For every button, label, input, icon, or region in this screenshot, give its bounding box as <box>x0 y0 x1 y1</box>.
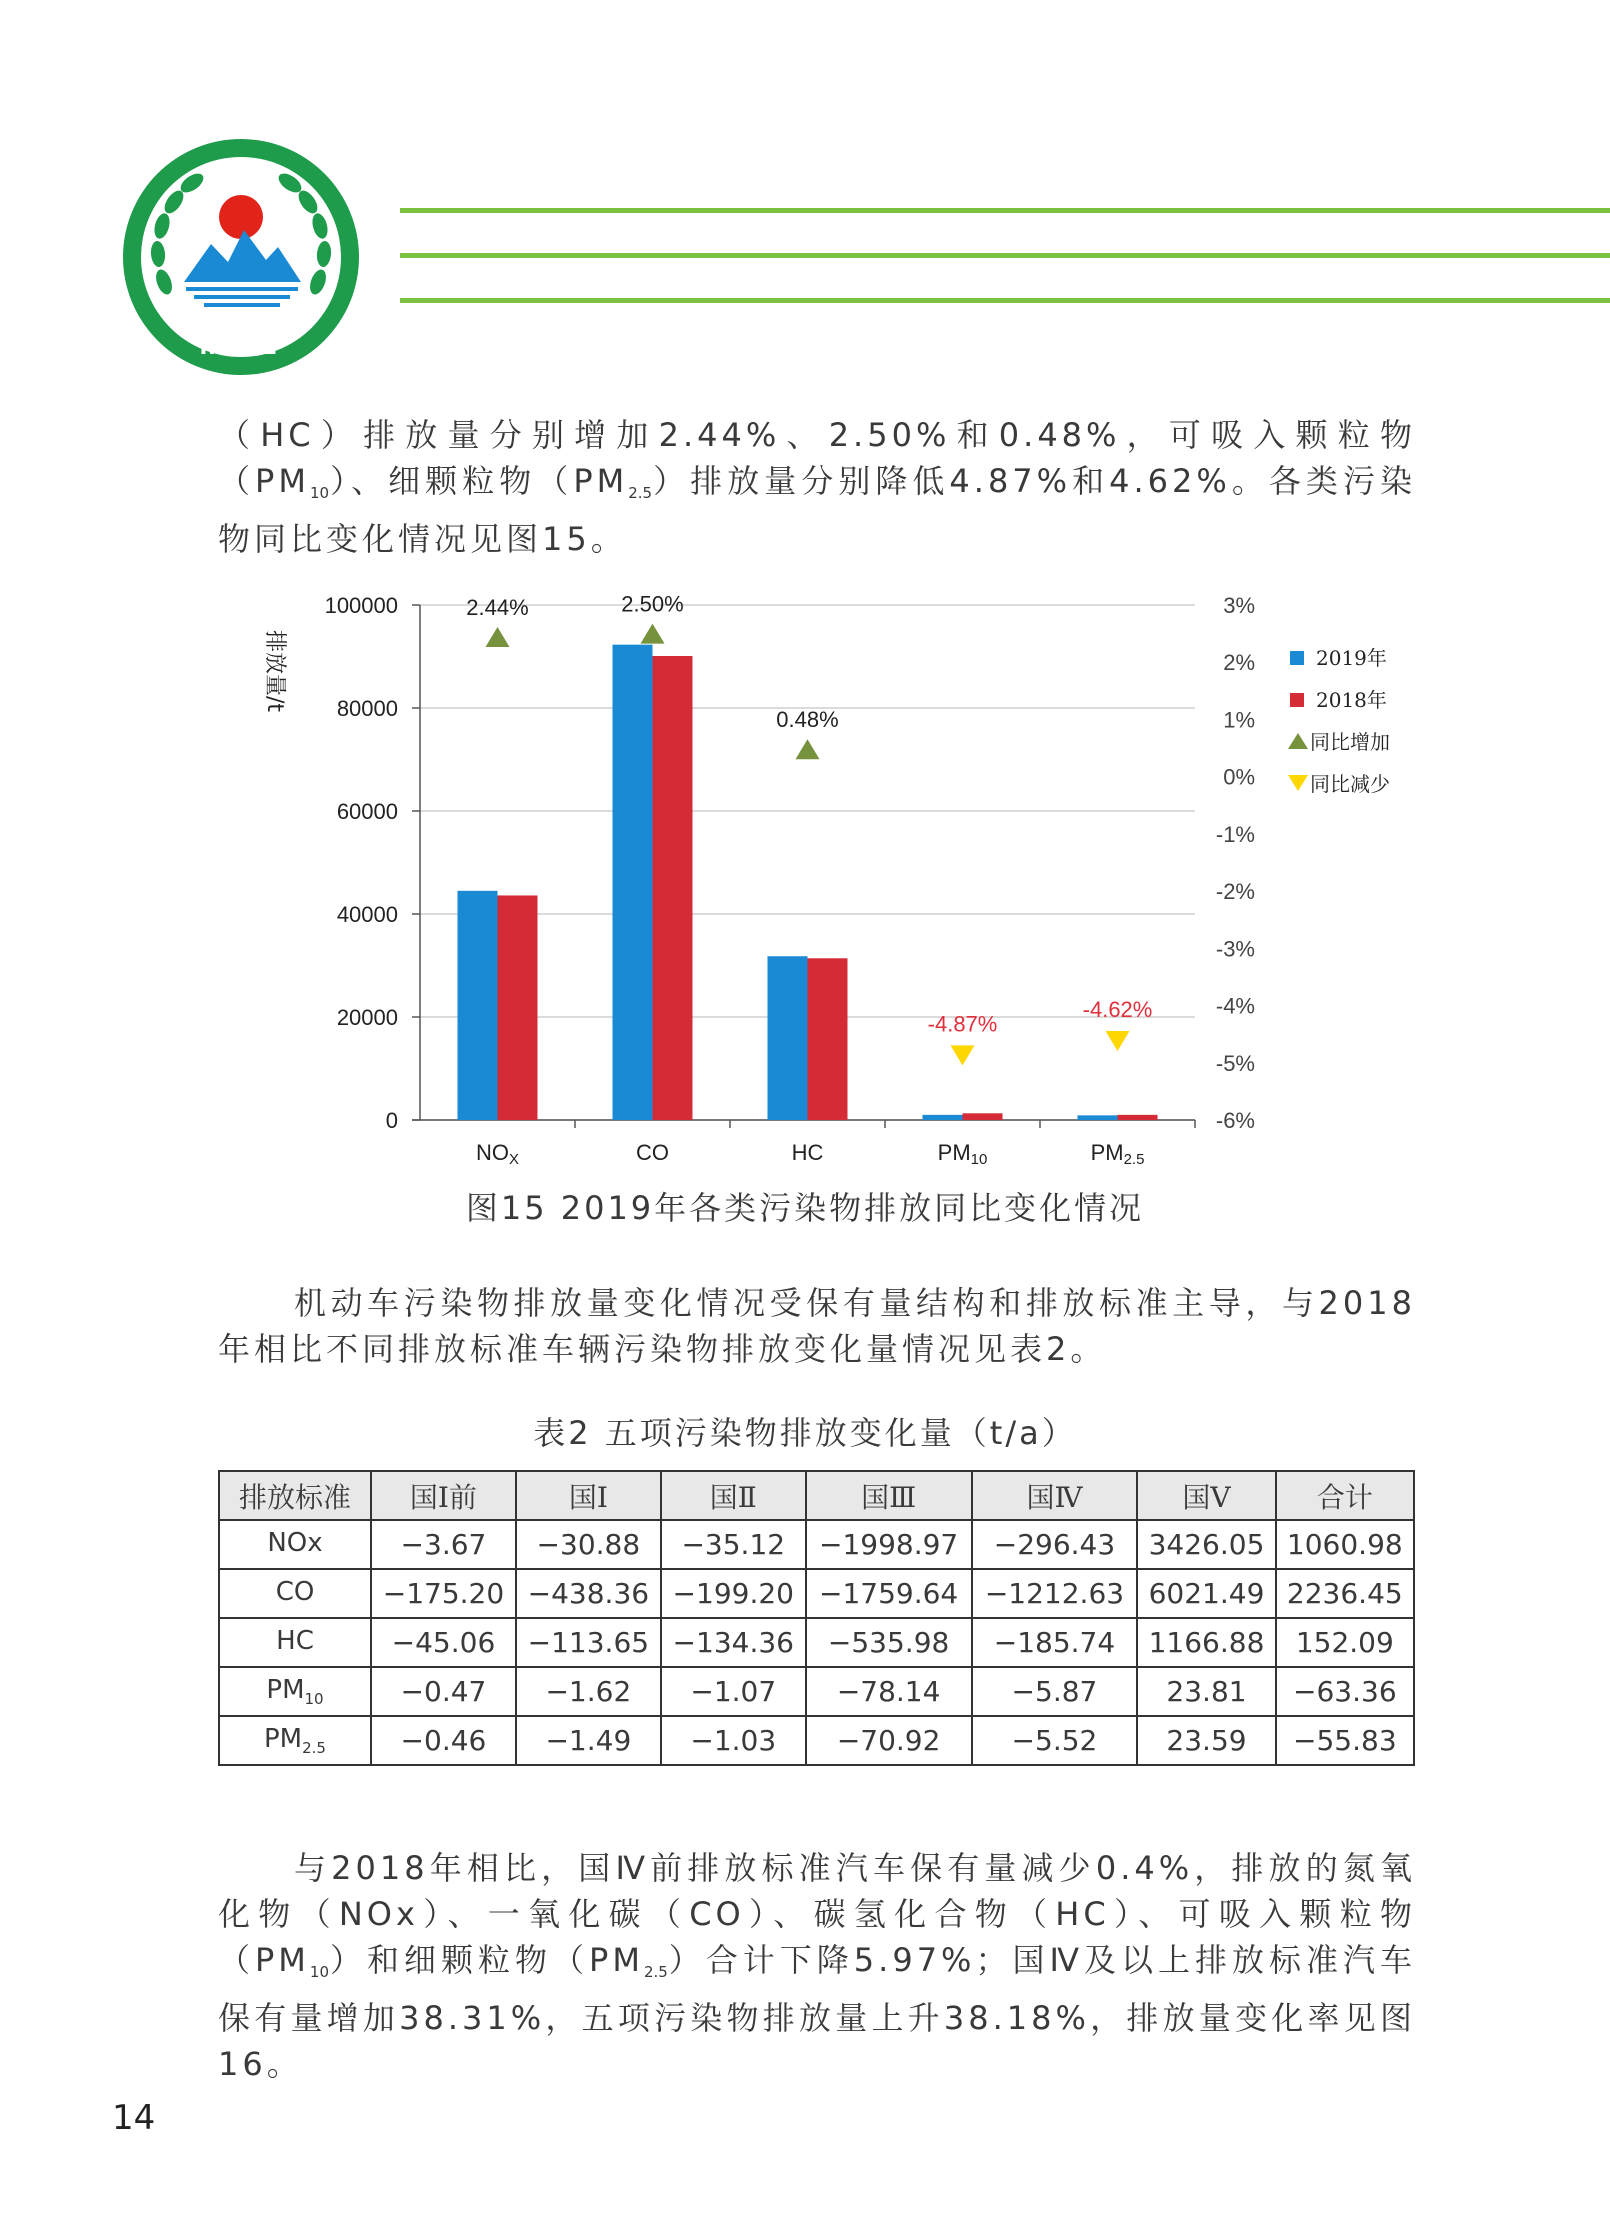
y2-tick-label: 3% <box>1223 593 1255 618</box>
y2-tick-label: 2% <box>1223 650 1255 676</box>
table-cell: 1060.98 <box>1276 1520 1414 1569</box>
y-tick-label: 40000 <box>336 902 398 927</box>
yoy-label: 2.50% <box>621 591 684 617</box>
table-cell: −3.67 <box>371 1520 516 1569</box>
table-header-cell: 国Ⅰ <box>516 1471 661 1520</box>
table-cell: −535.98 <box>806 1618 972 1667</box>
legend-marker <box>1290 693 1304 707</box>
yoy-label: 0.48% <box>776 707 839 733</box>
logo-text: MEE <box>199 328 283 361</box>
row-label: $PM_{10}$ <box>219 1667 371 1716</box>
table-cell: −5.87 <box>972 1667 1138 1716</box>
table-cell: −55.83 <box>1276 1716 1414 1765</box>
table-header-cell: 国Ⅱ <box>661 1471 806 1520</box>
bar-2019 <box>458 891 498 1120</box>
y-tick-label: 100000 <box>324 593 398 618</box>
paragraph-1: （HC）排放量分别增加2.44%、2.50%和0.48%，可吸入颗粒物$(PM_{10})$、细颗粒物$(PM_{2.5})$排放量分别降低4.87%和4.62%。各类污染物同比变化情况见图15。 <box>218 416 1416 558</box>
bar-2019 <box>768 956 808 1120</box>
table-cell: −296.43 <box>972 1520 1138 1569</box>
header-line-3 <box>400 298 1610 303</box>
table-cell: −1759.64 <box>806 1569 972 1618</box>
y2-tick-label: 1% <box>1223 707 1255 733</box>
header-line-2 <box>400 253 1610 258</box>
table-cell: −35.12 <box>661 1520 806 1569</box>
figure-caption: 图15 2019年各类污染物排放同比变化情况 <box>465 1189 1145 1227</box>
y-tick-label: 80000 <box>336 696 398 721</box>
emission-chart <box>250 575 1430 1170</box>
table-cell: −438.36 <box>516 1569 661 1618</box>
paragraph-2: 机动车污染物排放量变化情况受保有量结构和排放标准主导，与2018年相比不同排放标准车辆污染物排放变化量情况见表2。 <box>218 1284 1416 1368</box>
table-cell: −185.74 <box>972 1618 1138 1667</box>
bar-2018 <box>963 1113 1003 1120</box>
table-cell: 1166.88 <box>1137 1618 1275 1667</box>
table-header-cell: 排放标准 <box>219 1471 371 1520</box>
table-header-cell: 国Ⅳ <box>972 1471 1138 1520</box>
x-tick-label: CO <box>636 1140 669 1165</box>
x-tick-label: HC <box>791 1140 824 1165</box>
bar-2018 <box>498 895 538 1120</box>
table-cell: 23.59 <box>1137 1716 1275 1765</box>
yoy-label: -4.87% <box>927 1011 998 1037</box>
table-cell: −0.46 <box>371 1716 516 1765</box>
legend-label: 同比增加 <box>1310 730 1390 754</box>
legend-label: 2019年 <box>1316 646 1387 670</box>
row-label: CO <box>219 1569 371 1618</box>
x-tick-label: PM10 <box>937 1140 988 1168</box>
table-cell: 152.09 <box>1276 1618 1414 1667</box>
table-cell: −199.20 <box>661 1569 806 1618</box>
table-cell: −113.65 <box>516 1618 661 1667</box>
legend-marker <box>1288 775 1308 791</box>
table-cell: −1.49 <box>516 1716 661 1765</box>
y-axis-label: 排放量/t <box>262 630 287 713</box>
y2-tick-label: 0% <box>1223 764 1255 790</box>
y-tick-label: 20000 <box>336 1005 398 1030</box>
legend-label: 同比减少 <box>1310 772 1390 796</box>
yoy-up-marker <box>486 627 510 647</box>
legend-label: 2018年 <box>1316 688 1387 712</box>
y2-tick-label: -5% <box>1215 1050 1255 1076</box>
table-cell: −175.20 <box>371 1569 516 1618</box>
emission-change-table <box>218 1470 1415 1766</box>
x-tick-label: NOX <box>475 1140 520 1168</box>
table-cell: 6021.49 <box>1137 1569 1275 1618</box>
legend-marker <box>1290 651 1304 665</box>
yoy-label: 2.44% <box>466 595 529 621</box>
mee-logo <box>116 132 366 382</box>
table-cell: −1.62 <box>516 1667 661 1716</box>
table-cell: −30.88 <box>516 1520 661 1569</box>
y2-tick-label: -2% <box>1215 879 1255 905</box>
table-cell: −78.14 <box>806 1667 972 1716</box>
header-line-1 <box>400 208 1610 213</box>
row-label: NOx <box>219 1520 371 1569</box>
table-row <box>219 1520 1414 1569</box>
table-header-row <box>219 1471 1414 1520</box>
table-cell: 23.81 <box>1137 1667 1275 1716</box>
table-cell: 3426.05 <box>1137 1520 1275 1569</box>
x-tick-label: PM2.5 <box>1090 1140 1145 1168</box>
yoy-up-marker <box>796 739 820 759</box>
table-row <box>219 1618 1414 1667</box>
table-header-cell: 国Ⅲ <box>806 1471 972 1520</box>
bar-2019 <box>613 645 653 1120</box>
table-cell: 2236.45 <box>1276 1569 1414 1618</box>
bar-2019 <box>923 1115 963 1120</box>
table-cell: −1998.97 <box>806 1520 972 1569</box>
table-header-cell: 国Ⅴ <box>1137 1471 1275 1520</box>
y-tick-label: 60000 <box>336 799 398 824</box>
page-number: 14 <box>112 2098 156 2138</box>
table-row <box>219 1667 1414 1716</box>
y-tick-label: 0 <box>385 1108 398 1133</box>
paragraph-3: 与2018年相比，国Ⅳ前排放标准汽车保有量减少0.4%，排放的氮氧化物（NOx）、一氧化碳（CO）、碳氢化合物（HC）、可吸入颗粒物$(PM_{10})$和细颗粒物$(PM_{2.5})$合计下降5.97%；国Ⅳ及以上排放标准汽车保有量增加38.31%，五项污染物排放量上升38.18%，排放量变化率见图16。 <box>218 1849 1416 2083</box>
bar-2019 <box>1078 1115 1118 1120</box>
yoy-up-marker <box>641 624 665 644</box>
bar-2018 <box>1118 1115 1158 1120</box>
bar-2018 <box>808 958 848 1120</box>
row-label: HC <box>219 1618 371 1667</box>
table-cell: −45.06 <box>371 1618 516 1667</box>
y2-tick-label: -3% <box>1215 936 1255 962</box>
table-header-cell: 国Ⅰ前 <box>371 1471 516 1520</box>
table-cell: −70.92 <box>806 1716 972 1765</box>
table-cell: −134.36 <box>661 1618 806 1667</box>
table-cell: −1.03 <box>661 1716 806 1765</box>
table-title: 表2 五项污染物排放变化量（t/a） <box>533 1414 1077 1452</box>
table-header-cell: 合计 <box>1276 1471 1414 1520</box>
yoy-label: -4.62% <box>1082 997 1153 1023</box>
table-cell: −63.36 <box>1276 1667 1414 1716</box>
table-cell: −0.47 <box>371 1667 516 1716</box>
table-row <box>219 1569 1414 1618</box>
table-cell: −1212.63 <box>972 1569 1138 1618</box>
legend-marker <box>1288 733 1308 749</box>
y2-tick-label: -6% <box>1215 1108 1255 1133</box>
y2-tick-label: -4% <box>1215 993 1255 1019</box>
y2-tick-label: -1% <box>1215 821 1255 847</box>
table-cell: −5.52 <box>972 1716 1138 1765</box>
yoy-down-marker <box>1106 1031 1130 1051</box>
table-cell: −1.07 <box>661 1667 806 1716</box>
row-label: $PM_{2.5}$ <box>219 1716 371 1765</box>
bar-2018 <box>653 656 693 1120</box>
yoy-down-marker <box>951 1045 975 1065</box>
table-row <box>219 1716 1414 1765</box>
